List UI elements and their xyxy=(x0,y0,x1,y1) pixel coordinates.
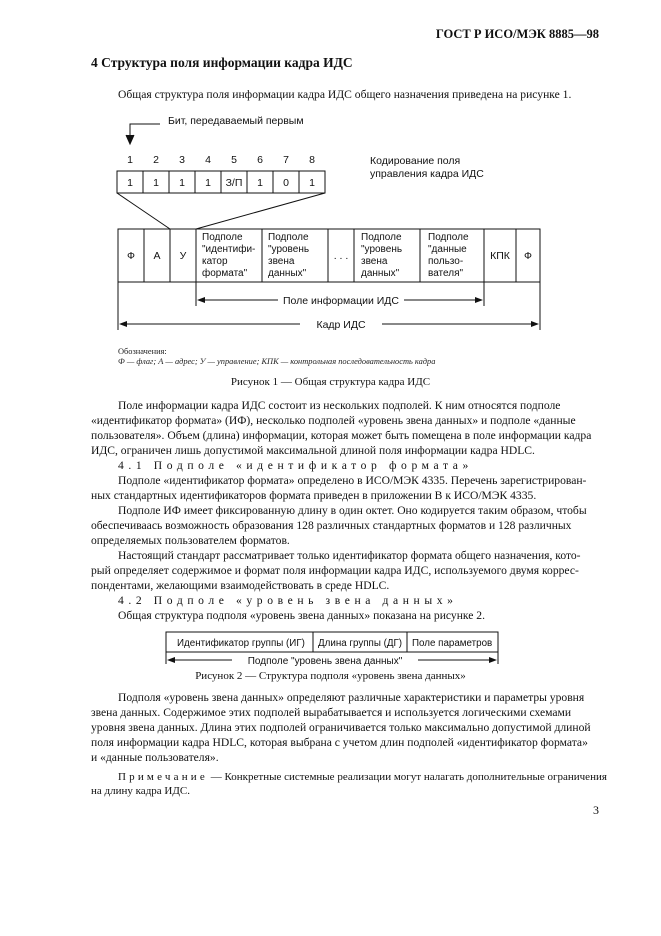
paragraph-line: Подполя «уровень звена данных» определяют различные характеристики и параметры уровня xyxy=(118,691,585,704)
note-text-cont: на длину кадра ИДС. xyxy=(91,785,190,797)
bit-number: 1 xyxy=(127,154,133,166)
bit-number: 4 xyxy=(205,154,211,166)
field-text-line: Подполе xyxy=(428,232,469,243)
section-heading: 4 Структура поля информации кадра ИДС xyxy=(91,55,353,70)
bit-value: 1 xyxy=(153,177,159,189)
field-text-line: пользо- xyxy=(428,256,464,267)
info-field-label: Поле информации ИДС xyxy=(283,295,399,307)
field-address: А xyxy=(153,250,161,262)
bit-value: 1 xyxy=(127,177,133,189)
field-text-line: вателя" xyxy=(428,268,464,279)
figure-1-frame-structure xyxy=(0,0,661,360)
cell-group-id: Идентификатор группы (ИГ) xyxy=(177,638,305,649)
field-text-line: "идентифи- xyxy=(202,244,256,255)
note xyxy=(118,770,607,785)
paragraph-line: определяемых пользователем форматов. xyxy=(91,534,290,547)
paragraph-line: Подполе «идентификатор формата» определено в ИСО/МЭК 4335. Перечень зарегистрирован- xyxy=(118,474,587,487)
field-text-line: Подполе xyxy=(361,232,402,243)
cell-parameters: Поле параметров xyxy=(412,638,493,649)
page-number: 3 xyxy=(593,803,599,817)
bit-number: 5 xyxy=(231,154,237,166)
field-text-line: звена xyxy=(361,256,388,267)
note-text: — Конкретные системные реализации могут налагать дополнительные ограничения xyxy=(210,771,607,783)
subsection-heading-4-2: 4.2 Подполе «уровень звена данных» xyxy=(118,594,458,607)
paragraph-line: ных стандартных идентификаторов формата приведен в приложении В к ИСО/МЭК 4335. xyxy=(91,489,537,502)
figure-2-caption: Рисунок 2 — Структура подполя «уровень звена данных» xyxy=(195,670,466,682)
legend-title: Обозначения: xyxy=(118,347,167,356)
field-flag: Ф xyxy=(127,250,135,262)
paragraph-line: Общая структура подполя «уровень звена данных» показана на рисунке 2. xyxy=(118,609,485,622)
control-coding-label: управления кадра ИДС xyxy=(370,168,484,180)
control-bits-box xyxy=(117,171,325,193)
field-text-line: Подполе xyxy=(268,232,309,243)
paragraph-line: обеспечиваась возможность образования 128 различных стандартных форматов и 128 различных xyxy=(91,519,572,532)
bit-value: 1 xyxy=(257,177,263,189)
expansion-lines xyxy=(117,193,325,229)
first-bit-label: Бит, передаваемый первым xyxy=(168,115,304,127)
paragraph-line: пользователя». Объем (длина) информации, которая может быть помещена в поле информации кадра xyxy=(91,429,592,442)
field-text-line: звена xyxy=(268,256,295,267)
cell-group-length: Длина группы (ДГ) xyxy=(318,638,403,649)
bit-number: 7 xyxy=(283,154,289,166)
field-text-line: формата" xyxy=(202,268,248,279)
field-user-data xyxy=(428,232,469,279)
bit-value: З/П xyxy=(225,177,243,189)
paragraph-line: пондентами, желающими взаимодействовать в среде HDLC. xyxy=(91,579,390,592)
bit-value: 1 xyxy=(179,177,185,189)
field-data-link-2 xyxy=(361,232,402,279)
field-text-line: "уровень xyxy=(268,244,310,255)
intro-paragraph: Общая структура поля информации кадра ИДС общего назначения приведена на рисунке 1. xyxy=(118,88,572,101)
paragraph-line: звена данных. Содержимое этих подполей вырабатывается и используется логическими схемами xyxy=(91,706,572,719)
field-control: У xyxy=(179,250,187,262)
bit-number: 3 xyxy=(179,154,185,166)
figure-1-caption: Рисунок 1 — Общая структура кадра ИДС xyxy=(230,376,431,388)
bit-number: 2 xyxy=(153,154,159,166)
field-text-line: "уровень xyxy=(361,244,403,255)
frame-label: Кадр ИДС xyxy=(316,319,366,331)
control-coding-label: Кодирование поля xyxy=(370,155,461,167)
bit-number: 8 xyxy=(309,154,315,166)
field-format-id xyxy=(202,232,255,279)
figure-2-data-link-subfield xyxy=(0,620,661,670)
paragraph-line: Настоящий стандарт рассматривает только идентификатор формата общего назначения, кото- xyxy=(118,549,581,562)
field-text-line: катор xyxy=(202,256,228,267)
paragraph-line: Поле информации кадра ИДС состоит из нескольких подполей. К ним относятся подполе xyxy=(118,399,561,412)
field-text-line: Подполе xyxy=(202,232,243,243)
paragraph-line: Подполе ИФ имеет фиксированную длину в один октет. Оно кодируется таким образом, чтобы xyxy=(118,504,587,517)
figure-2-span-label: Подполе "уровень звена данных" xyxy=(247,656,403,667)
field-text-line: "данные xyxy=(428,244,467,255)
bit-number: 6 xyxy=(257,154,263,166)
paragraph-line: поля информации кадра HDLC, которая выбрана с учетом длин подполей «идентификатор формата» xyxy=(91,736,588,749)
page-header: ГОСТ Р ИСО/МЭК 8885—98 xyxy=(435,27,599,41)
note-label: Примечание xyxy=(118,771,208,783)
field-dots: . . . xyxy=(333,250,349,262)
field-flag-end: Ф xyxy=(524,250,532,262)
field-data-link-1 xyxy=(268,232,309,279)
bit-value: 1 xyxy=(309,177,315,189)
paragraph-line: «идентификатор формата» (ИФ), несколько подполей «уровень звена данных» и подполе «данные xyxy=(91,414,576,427)
paragraph-line: ИДС, ограничен лишь допустимой максимальной длиной поля информации кадра HDLC. xyxy=(91,444,535,457)
bit-value: 0 xyxy=(283,177,289,189)
paragraph-line: уровня звена данных. Длина этих подполей ограничивается только максимально допустимой длиной xyxy=(91,721,591,734)
field-text-line: данных" xyxy=(361,268,400,279)
subsection-heading-4-1: 4.1 Подполе «идентификатор формата» xyxy=(118,459,473,472)
first-bit-arrow xyxy=(126,124,160,144)
field-text-line: данных" xyxy=(268,268,307,279)
bit-numbers xyxy=(127,154,315,166)
legend-text: Ф — флаг; А — адрес; У — управление; КПК — контрольная последовательность кадра xyxy=(118,357,436,366)
paragraph-line: рый определяет содержимое и формат поля информации кадра ИДС, используемого двумя коррес- xyxy=(91,564,579,577)
field-fcs: КПК xyxy=(490,250,510,262)
paragraph-line: и «данные пользователя». xyxy=(91,751,219,764)
bit-value: 1 xyxy=(205,177,211,189)
